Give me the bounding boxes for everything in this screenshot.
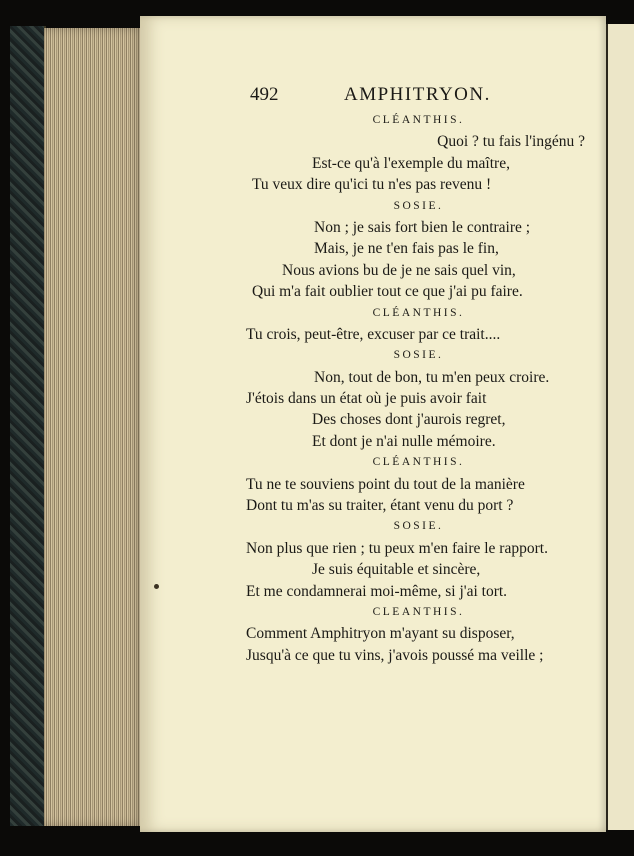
verse-line: Qui m'a fait oublier tout ce que j'ai pu faire. [252, 283, 523, 301]
verse-line: Je suis équitable et sincère, [312, 561, 481, 579]
verse-line: Comment Amphitryon m'ayant su disposer, [246, 625, 515, 643]
play-text [246, 110, 591, 666]
speaker-name: SOSIE. [393, 199, 444, 212]
verse-line: Mais, je ne t'en fais pas le fin, [314, 240, 499, 258]
verse-line: Nous avions bu de je ne sais quel vin, [282, 261, 516, 279]
page-number: 492 [250, 84, 279, 105]
verse-line: Tu veux dire qu'ici tu n'es pas revenu ! [252, 176, 492, 194]
verse-line: Est-ce qu'à l'exemple du maître, [312, 154, 510, 172]
verse-line: Tu ne te souviens point du tout de la manière [246, 475, 525, 493]
running-title: AMPHITRYON. [344, 84, 491, 105]
verse-line: Non plus que rien ; tu peux m'en faire le rapport. [246, 539, 548, 557]
verse-line: Et dont je n'ai nulle mémoire. [312, 432, 496, 450]
speaker-name: CLÉANTHIS. [372, 456, 465, 469]
verse-line: Quoi ? tu fais l'ingénu ? [437, 133, 585, 151]
speaker-name: SOSIE. [393, 520, 444, 533]
facing-page-edge [606, 24, 634, 830]
page-header [250, 84, 590, 110]
verse-line: Et me condamnerai moi-même, si j'ai tort. [246, 582, 508, 600]
speaker-name: CLEANTHIS. [372, 605, 465, 618]
speaker-name: CLÉANTHIS. [372, 114, 465, 126]
verse-line: J'étois dans un état où je puis avoir fait [246, 390, 487, 408]
verse-line: Tu crois, peut-être, excuser par ce trait.... [246, 325, 501, 343]
verse-line: Non, tout de bon, tu m'en peux croire. [314, 368, 550, 386]
ink-spot [154, 584, 159, 589]
verse-line: Des choses dont j'aurois regret, [312, 411, 506, 429]
verse-line: Non ; je sais fort bien le contraire ; [314, 218, 531, 236]
speaker-name: CLÉANTHIS. [372, 306, 465, 319]
book-spine [10, 26, 46, 826]
verse-line: Jusqu'à ce que tu vins, j'avois poussé ma veille ; [246, 646, 544, 664]
verse-line: Dont tu m'as su traiter, étant venu du port ? [246, 497, 514, 515]
page-stack-edge [44, 28, 144, 826]
speaker-name: SOSIE. [393, 349, 444, 362]
